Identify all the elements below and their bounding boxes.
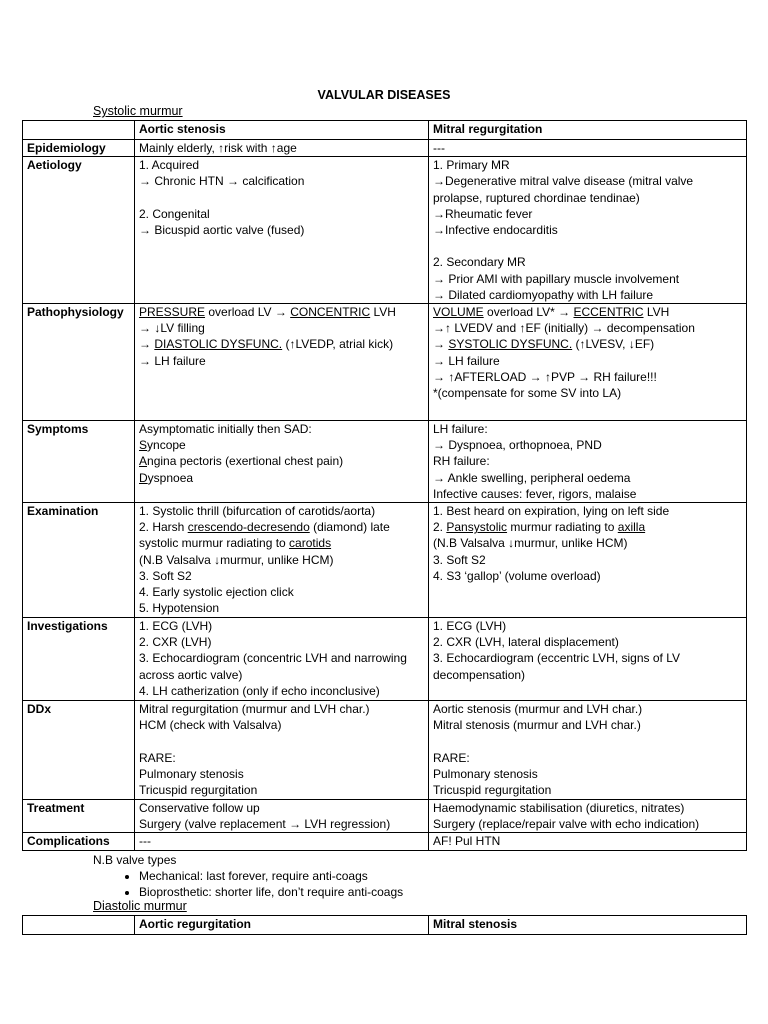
cell-text: DIASTOLIC DYSFUNC. xyxy=(154,337,283,352)
aortic-stenosis-cell xyxy=(135,157,429,304)
mitral-regurgitation-cell xyxy=(429,503,747,618)
cell-text: Mitral regurgitation (murmur and LVH char.) xyxy=(139,702,370,717)
cell-text: → LH failure xyxy=(139,353,206,368)
cell-line xyxy=(139,816,424,832)
cell-line xyxy=(433,519,742,535)
cell-text: PRESSURE xyxy=(139,305,206,320)
cell-line xyxy=(139,833,424,849)
cell-text: 3. Echocardiogram (eccentric LVH, signs of LV decompensation) xyxy=(433,651,680,682)
cell-line xyxy=(433,618,742,634)
cell-text: overload LV → xyxy=(205,305,291,320)
cell-text: 3. Echocardiogram (concentric LVH and narrowing across aortic valve) xyxy=(139,651,407,682)
cell-line xyxy=(433,421,742,437)
aortic-stenosis-cell xyxy=(135,503,429,618)
row-heading: Pathophysiology xyxy=(23,304,135,421)
cell-line xyxy=(433,437,742,453)
cell-text: yncope xyxy=(147,438,186,453)
cell-text: 1. Systolic thrill (bifurcation of carotids/aorta) xyxy=(139,504,376,519)
cell-text: 5. Hypotension xyxy=(139,601,220,616)
cell-text: axilla xyxy=(617,520,646,535)
cell-line xyxy=(139,701,424,717)
cell-text: 2. Secondary MR xyxy=(433,255,526,270)
cell-text: HCM (check with Valsalva) xyxy=(139,718,282,733)
cell-line xyxy=(139,173,424,189)
cell-text: murmur radiating to xyxy=(507,520,618,535)
diastolic-table xyxy=(22,915,747,935)
systolic-table xyxy=(22,120,747,851)
cell-text: 1. Acquired xyxy=(139,158,200,173)
cell-line xyxy=(433,385,742,401)
cell-text: LH failure: xyxy=(433,422,488,437)
cell-line xyxy=(433,320,742,336)
cell-text: 4. S3 ‘gallop’ (volume overload) xyxy=(433,568,601,583)
cell-text: 1. ECG (LVH) xyxy=(433,619,507,634)
cell-text: 2. Congenital xyxy=(139,206,210,221)
aortic-stenosis-cell xyxy=(135,800,429,833)
header-cell-empty xyxy=(23,916,135,935)
notes-heading: N.B valve types xyxy=(93,853,177,867)
cell-text: Aortic stenosis (murmur and LVH char.) xyxy=(433,702,643,717)
cell-line xyxy=(139,336,424,352)
cell-line xyxy=(139,453,424,469)
cell-text: → Ankle swelling, peripheral oedema xyxy=(433,470,631,485)
cell-line xyxy=(433,287,742,303)
cell-line xyxy=(433,486,742,502)
cell-line xyxy=(433,568,742,584)
cell-line xyxy=(433,304,742,320)
page-title: VALVULAR DISEASES xyxy=(317,88,451,102)
cell-line xyxy=(139,157,424,173)
cell-line xyxy=(433,157,742,173)
row-heading: Symptoms xyxy=(23,421,135,503)
mitral-regurgitation-cell xyxy=(429,421,747,503)
cell-text: --- xyxy=(139,834,151,849)
cell-line xyxy=(139,519,424,551)
cell-text: VOLUME xyxy=(433,305,484,320)
cell-text: RH failure: xyxy=(433,454,490,469)
cell-text: 2. xyxy=(433,520,447,535)
cell-line xyxy=(433,701,742,717)
cell-text: → xyxy=(433,337,449,352)
cell-text: Pulmonary stenosis xyxy=(433,766,538,781)
cell-text: →Infective endocarditis xyxy=(433,223,558,238)
cell-line xyxy=(433,173,742,205)
cell-line xyxy=(433,634,742,650)
cell-text: 4. LH catherization (only if echo inconclusive) xyxy=(139,683,380,698)
cell-line xyxy=(139,320,424,336)
cell-line xyxy=(433,353,742,369)
cell-text: ngina pectoris (exertional chest pain) xyxy=(147,454,344,469)
systolic-row xyxy=(23,503,747,618)
mitral-regurgitation-cell xyxy=(429,833,747,850)
cell-line xyxy=(139,634,424,650)
systolic-row xyxy=(23,421,747,503)
cell-line xyxy=(139,800,424,816)
diastolic-header-row xyxy=(23,916,747,935)
blank-line xyxy=(433,238,742,254)
mitral-regurgitation-cell xyxy=(429,304,747,421)
cell-line xyxy=(139,470,424,486)
cell-line xyxy=(139,650,424,682)
cell-line xyxy=(139,304,424,320)
cell-text: 2. Harsh xyxy=(139,520,188,535)
cell-text: (↑LVESV, ↓EF) xyxy=(572,337,655,352)
cell-line xyxy=(433,222,742,238)
cell-line xyxy=(433,271,742,287)
cell-line xyxy=(433,766,742,782)
blank-line xyxy=(433,733,742,749)
cell-text: 4. Early systolic ejection click xyxy=(139,585,294,600)
header-aortic-regurgitation: Aortic regurgitation xyxy=(135,916,429,935)
cell-line xyxy=(433,470,742,486)
cell-text: Infective causes: fever, rigors, malaise xyxy=(433,486,637,501)
cell-line xyxy=(433,206,742,222)
cell-line xyxy=(433,503,742,519)
cell-line xyxy=(139,683,424,699)
cell-text: Asymptomatic initially then SAD: xyxy=(139,422,312,437)
cell-text: SYSTOLIC DYSFUNC. xyxy=(448,337,573,352)
header-mitral-stenosis: Mitral stenosis xyxy=(429,916,747,935)
cell-text: →↑ LVEDV and ↑EF (initially) → decompensation xyxy=(433,321,695,336)
cell-text: →Rheumatic fever xyxy=(433,206,533,221)
cell-text: yspnoea xyxy=(147,470,194,485)
cell-line xyxy=(433,833,742,849)
blank-line xyxy=(139,733,424,749)
cell-text: *(compensate for some SV into LA) xyxy=(433,386,622,401)
cell-text: 1. Best heard on expiration, lying on left side xyxy=(433,504,670,519)
notes-item: • Bioprosthetic: shorter life, don’t require anti-coags xyxy=(139,884,403,900)
cell-text: Surgery (replace/repair valve with echo indication) xyxy=(433,817,700,832)
mitral-regurgitation-cell xyxy=(429,800,747,833)
cell-line xyxy=(433,453,742,469)
cell-line xyxy=(139,222,424,238)
cell-line xyxy=(139,782,424,798)
cell-text: crescendo-decresendo xyxy=(187,520,310,535)
systolic-row xyxy=(23,157,747,304)
row-heading: Aetiology xyxy=(23,157,135,304)
cell-line xyxy=(139,600,424,616)
cell-text: (diamond) late systolic murmur radiating to xyxy=(139,520,390,551)
cell-text: 1. ECG (LVH) xyxy=(139,619,213,634)
row-heading: Treatment xyxy=(23,800,135,833)
cell-text: → Dyspnoea, orthopnoea, PND xyxy=(433,438,602,453)
cell-text: → Chronic HTN → calcification xyxy=(139,174,305,189)
systolic-row xyxy=(23,701,747,800)
cell-text: → ↑AFTERLOAD → ↑PVP → RH failure!!! xyxy=(433,369,657,384)
cell-line xyxy=(433,369,742,385)
cell-text: (↑LVEDP, atrial kick) xyxy=(282,337,394,352)
row-heading: DDx xyxy=(23,701,135,800)
cell-text: D xyxy=(139,470,148,485)
mitral-regurgitation-cell xyxy=(429,140,747,157)
systolic-row xyxy=(23,800,747,833)
cell-line xyxy=(433,650,742,682)
cell-text: CONCENTRIC xyxy=(290,305,371,320)
cell-line xyxy=(433,782,742,798)
cell-text: RARE: xyxy=(433,750,470,765)
cell-line xyxy=(433,552,742,568)
cell-text: → Prior AMI with papillary muscle involvement xyxy=(433,271,680,286)
row-heading: Epidemiology xyxy=(23,140,135,157)
cell-text: --- xyxy=(433,141,445,155)
header-aortic-stenosis: Aortic stenosis xyxy=(135,121,429,140)
cell-line xyxy=(139,568,424,584)
cell-line xyxy=(433,336,742,352)
cell-line xyxy=(433,816,742,832)
cell-text: 3. Soft S2 xyxy=(139,568,192,583)
aortic-stenosis-cell xyxy=(135,421,429,503)
cell-text: RARE: xyxy=(139,750,176,765)
mitral-regurgitation-cell xyxy=(429,157,747,304)
aortic-stenosis-cell xyxy=(135,618,429,701)
blank-line xyxy=(139,190,424,206)
aortic-stenosis-cell xyxy=(135,140,429,157)
cell-line xyxy=(139,353,424,369)
systolic-section-label: Systolic murmur xyxy=(93,104,183,118)
valve-types-notes xyxy=(93,852,403,901)
cell-text: overload LV* → xyxy=(483,305,574,320)
notes-item: • Mechanical: last forever, require anti-coags xyxy=(139,868,403,884)
cell-line xyxy=(139,766,424,782)
cell-text: 1. Primary MR xyxy=(433,158,510,173)
header-cell-empty xyxy=(23,121,135,140)
cell-text: (N.B Valsalva ↓murmur, unlike HCM) xyxy=(139,552,334,567)
cell-line xyxy=(433,254,742,270)
cell-text: → xyxy=(139,337,155,352)
cell-text: Conservative follow up xyxy=(139,801,260,816)
cell-text: Haemodynamic stabilisation (diuretics, nitrates) xyxy=(433,801,685,816)
row-heading: Investigations xyxy=(23,618,135,701)
mitral-regurgitation-cell xyxy=(429,701,747,800)
cell-text: Pansystolic xyxy=(446,520,508,535)
cell-line xyxy=(433,800,742,816)
cell-text: → Bicuspid aortic valve (fused) xyxy=(139,223,305,237)
aortic-stenosis-cell xyxy=(135,304,429,421)
systolic-row xyxy=(23,618,747,701)
cell-line xyxy=(139,503,424,519)
cell-text: (N.B Valsalva ↓murmur, unlike HCM) xyxy=(433,536,628,551)
cell-text: Pulmonary stenosis xyxy=(139,766,244,781)
cell-text: 2. CXR (LVH, lateral displacement) xyxy=(433,635,619,650)
cell-line xyxy=(139,584,424,600)
systolic-row xyxy=(23,140,747,157)
cell-text: 3. Soft S2 xyxy=(433,552,486,567)
cell-text: 2. CXR (LVH) xyxy=(139,635,212,650)
cell-line xyxy=(139,421,424,437)
aortic-stenosis-cell xyxy=(135,833,429,850)
row-heading: Examination xyxy=(23,503,135,618)
systolic-header-row xyxy=(23,121,747,140)
cell-line xyxy=(139,750,424,766)
cell-text: LVH xyxy=(370,305,396,320)
cell-line xyxy=(433,750,742,766)
cell-text: Tricuspid regurgitation xyxy=(139,783,258,798)
mitral-regurgitation-cell xyxy=(429,618,747,701)
cell-line xyxy=(433,140,742,156)
cell-text: Surgery (valve replacement → LVH regression) xyxy=(139,817,391,832)
cell-line xyxy=(139,437,424,453)
systolic-row xyxy=(23,833,747,850)
cell-line xyxy=(139,717,424,733)
systolic-row xyxy=(23,304,747,421)
cell-text: Mainly elderly, ↑risk with ↑age xyxy=(139,141,297,155)
diastolic-section-label: Diastolic murmur xyxy=(93,899,187,913)
cell-text: carotids xyxy=(289,536,332,551)
cell-text: LVH xyxy=(643,305,670,320)
cell-line xyxy=(139,618,424,634)
cell-text: Mitral stenosis (murmur and LVH char.) xyxy=(433,718,641,733)
cell-text: → ↓LV filling xyxy=(139,321,205,336)
cell-text: Tricuspid regurgitation xyxy=(433,783,552,798)
cell-line xyxy=(139,140,424,156)
cell-text: →Degenerative mitral valve disease (mitral valve prolapse, ruptured chordinae tendinae) xyxy=(433,174,694,205)
cell-line xyxy=(139,552,424,568)
cell-text: S xyxy=(139,438,148,453)
cell-text: → LH failure xyxy=(433,353,500,368)
cell-line xyxy=(433,717,742,733)
cell-text: A xyxy=(139,454,148,469)
row-heading: Complications xyxy=(23,833,135,850)
header-mitral-regurgitation: Mitral regurgitation xyxy=(429,121,747,140)
cell-line xyxy=(433,535,742,551)
aortic-stenosis-cell xyxy=(135,701,429,800)
cell-text: → Dilated cardiomyopathy with LH failure xyxy=(433,287,654,302)
cell-line xyxy=(139,206,424,222)
cell-text: ECCENTRIC xyxy=(573,305,644,320)
cell-text: AF! Pul HTN xyxy=(433,834,501,849)
